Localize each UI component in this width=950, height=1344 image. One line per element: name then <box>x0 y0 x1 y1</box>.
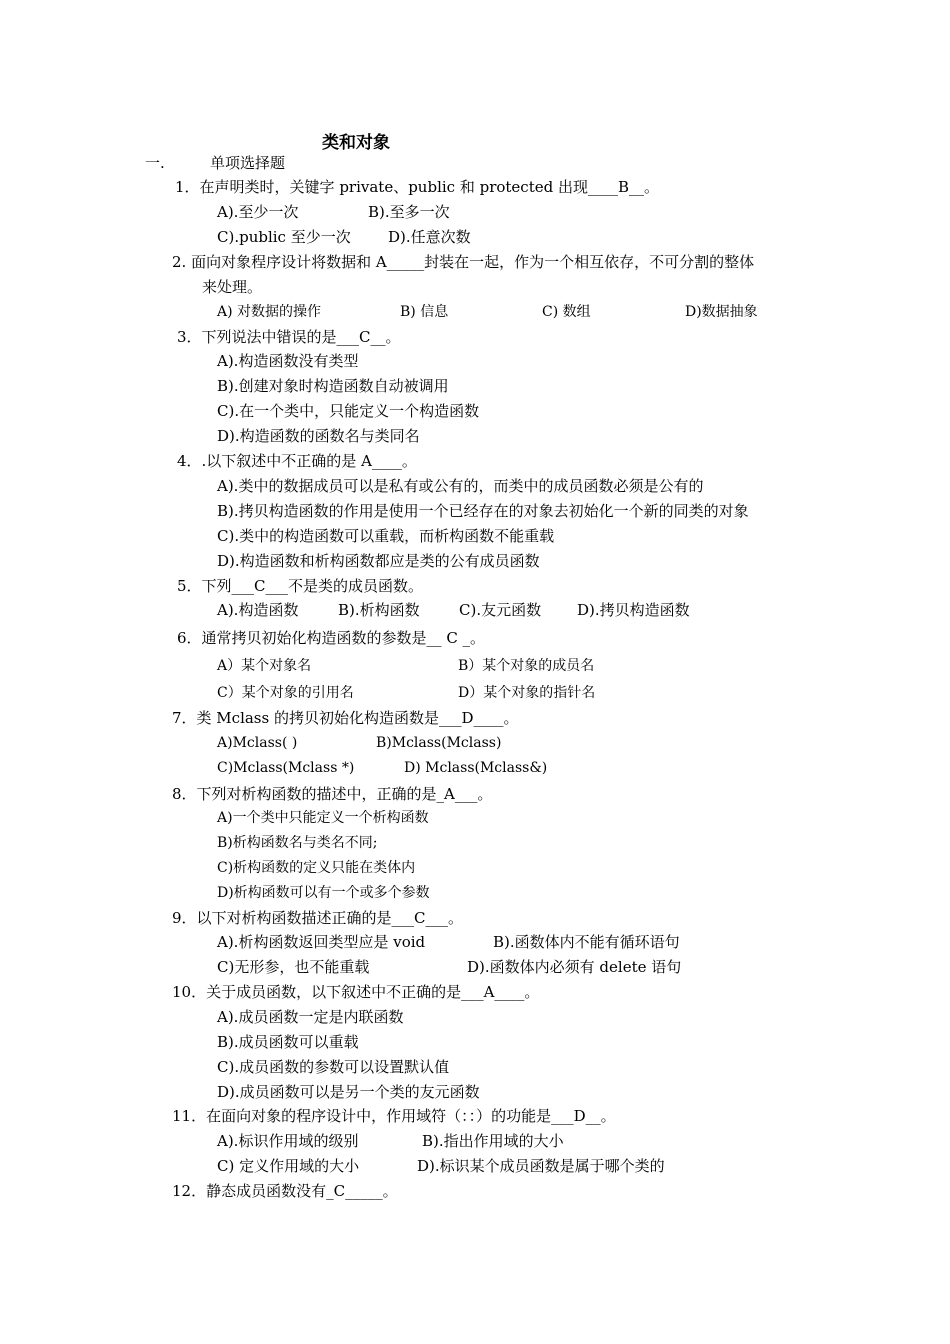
q8-option-d: D)析构函数可以有一个或多个参数 <box>217 885 430 901</box>
q4-option-a: A).类中的数据成员可以是私有或公有的，而类中的成员函数必须是公有的 <box>217 477 704 495</box>
q5-option-d: D).拷贝构造函数 <box>577 601 690 619</box>
q9-option-a: A).析构函数返回类型应是 void <box>217 933 426 951</box>
section-number: 一. <box>145 154 165 172</box>
q11-option-b: B).指出作用域的大小 <box>422 1132 564 1150</box>
q7-option-c: C)Mclass(Mclass *) <box>217 760 355 776</box>
q5-option-a: A).构造函数 <box>217 601 299 619</box>
q1-option-d: D).任意次数 <box>388 228 471 246</box>
q7-option-d: D) Mclass(Mclass&) <box>404 760 548 776</box>
question-8: 8．下列对析构函数的描述中，正确的是_A___。 <box>172 785 493 803</box>
q4-option-d: D).构造函数和析构函数都应是类的公有成员函数 <box>217 552 540 570</box>
q2-option-b: B) 信息 <box>400 304 449 320</box>
section-title: 单项选择题 <box>210 154 286 172</box>
q1-option-a: A).至少一次 <box>217 203 299 221</box>
q9-option-d: D).函数体内必须有 delete 语句 <box>467 958 682 976</box>
q10-option-a: A).成员函数一定是内联函数 <box>217 1008 404 1026</box>
q8-option-b: B)析构函数名与类名不同; <box>217 835 378 851</box>
q2-option-d: D)数据抽象 <box>685 304 758 320</box>
question-10: 10．关于成员函数，以下叙述中不正确的是___A____。 <box>172 983 540 1001</box>
q7-option-a: A)Mclass( ) <box>217 735 298 751</box>
q1-option-b: B).至多一次 <box>368 203 450 221</box>
q7-option-b: B)Mclass(Mclass) <box>376 735 502 751</box>
q3-option-b: B).创建对象时构造函数自动被调用 <box>217 377 449 395</box>
question-2-cont: 来处理。 <box>202 278 263 296</box>
question-11: 11．在面向对象的程序设计中，作用域符（：：）的功能是___D__。 <box>172 1107 616 1125</box>
q5-option-c: C).友元函数 <box>459 601 542 619</box>
question-5: 5．下列___C___不是类的成员函数。 <box>177 577 424 595</box>
q6-option-b: B）某个对象的成员名 <box>458 658 595 674</box>
q3-option-d: D).构造函数的函数名与类同名 <box>217 427 420 445</box>
q11-option-c: C) 定义作用域的大小 <box>217 1157 360 1175</box>
q10-option-c: C).成员函数的参数可以设置默认值 <box>217 1058 450 1076</box>
q4-option-b: B).拷贝构造函数的作用是使用一个已经存在的对象去初始化一个新的同类的对象 <box>217 502 749 520</box>
question-1: 1．在声明类时，关键字 private、public 和 protected 出现____B__。 <box>175 178 660 196</box>
question-12: 12．静态成员函数没有_C_____。 <box>172 1182 398 1200</box>
q9-option-c: C)无形参，也不能重载 <box>217 958 370 976</box>
q11-option-a: A).标识作用域的级别 <box>217 1132 359 1150</box>
question-9: 9．以下对析构函数描述正确的是___C___。 <box>172 909 464 927</box>
q10-option-b: B).成员函数可以重载 <box>217 1033 359 1051</box>
q3-option-c: C).在一个类中，只能定义一个构造函数 <box>217 402 480 420</box>
q11-option-d: D).标识某个成员函数是属于哪个类的 <box>417 1157 665 1175</box>
q6-option-a: A）某个对象名 <box>217 658 312 674</box>
q5-option-b: B).析构函数 <box>338 601 420 619</box>
q2-option-a: A) 对数据的操作 <box>217 304 322 320</box>
page-title: 类和对象 <box>322 133 390 153</box>
q6-option-c: C）某个对象的引用名 <box>217 685 354 701</box>
question-2: 2. 面向对象程序设计将数据和 A_____封装在一起，作为一个相互依存，不可分割的整体 <box>172 253 755 271</box>
question-7: 7．类 Mclass 的拷贝初始化构造函数是___D____。 <box>172 709 519 727</box>
q3-option-a: A).构造函数没有类型 <box>217 352 359 370</box>
question-3: 3．下列说法中错误的是___C__。 <box>177 328 401 346</box>
q4-option-c: C).类中的构造函数可以重载，而析构函数不能重载 <box>217 527 555 545</box>
q1-option-c: C).public 至少一次 <box>217 228 351 246</box>
question-4: 4．.以下叙述中不正确的是 A____。 <box>177 452 417 470</box>
q10-option-d: D).成员函数可以是另一个类的友元函数 <box>217 1083 480 1101</box>
q2-option-c: C) 数组 <box>542 304 591 320</box>
q8-option-a: A)一个类中只能定义一个析构函数 <box>217 810 429 826</box>
question-6: 6．通常拷贝初始化构造函数的参数是__ C _。 <box>177 629 486 647</box>
q6-option-d: D）某个对象的指针名 <box>458 685 596 701</box>
q9-option-b: B).函数体内不能有循环语句 <box>493 933 680 951</box>
q8-option-c: C)析构函数的定义只能在类体内 <box>217 860 416 876</box>
